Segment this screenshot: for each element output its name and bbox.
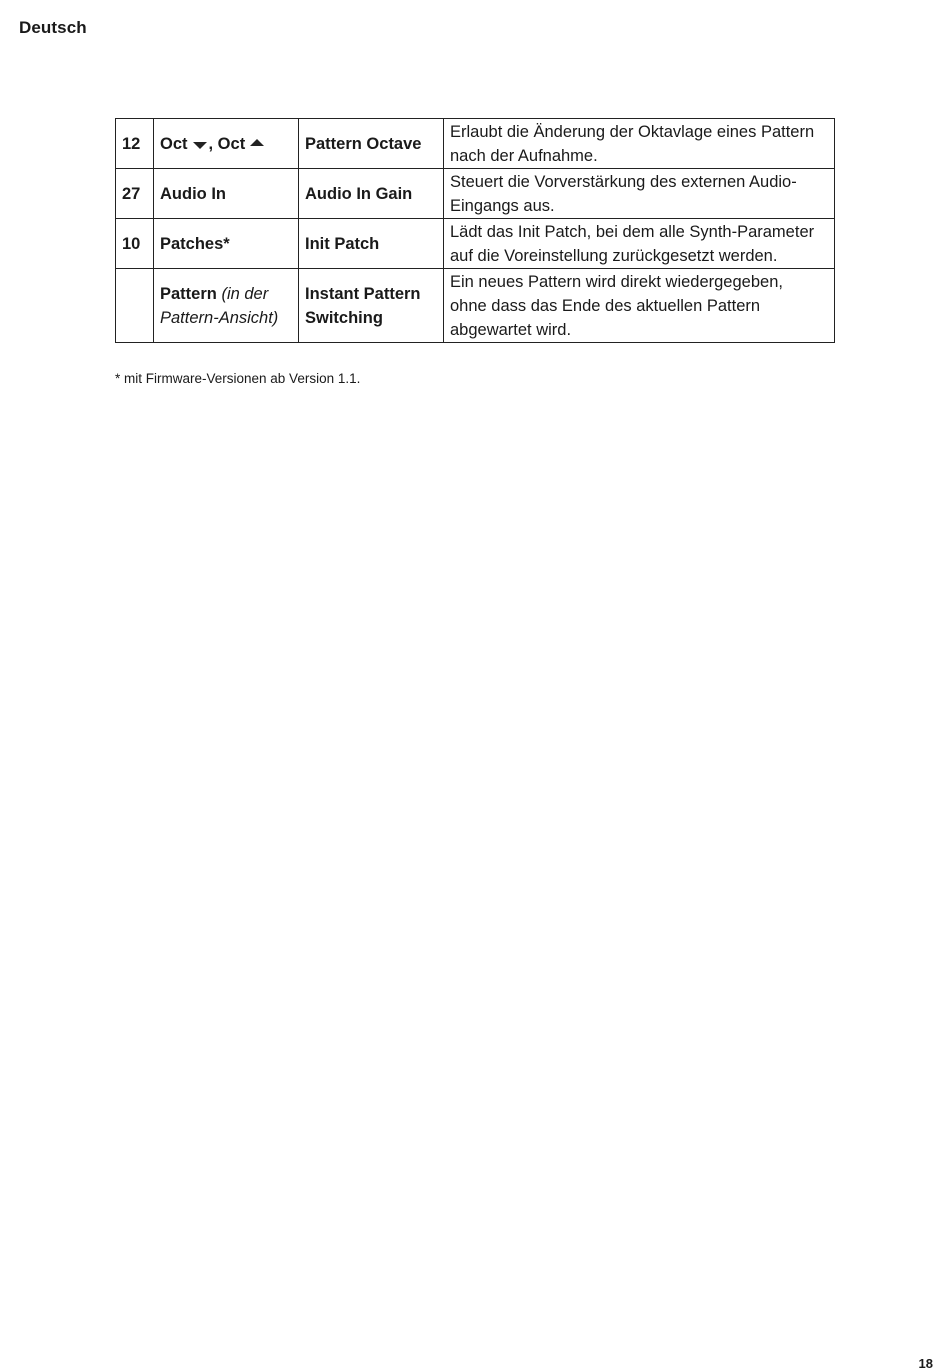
button-cell [154, 269, 299, 343]
description-line: Eingangs aus. [450, 196, 555, 215]
button-cell: Patches* [154, 219, 299, 269]
button-label: , Oct [208, 134, 246, 153]
function-cell [299, 269, 444, 343]
footnote: * mit Firmware-Versionen ab Version 1.1. [115, 371, 361, 386]
button-label: Oct [160, 134, 188, 153]
table-row [116, 119, 835, 169]
button-qualifier: Pattern-Ansicht) [160, 308, 279, 327]
table-row [116, 169, 835, 219]
description-line: Ein neues Pattern wird direkt wiedergegeben, [450, 272, 783, 291]
language-header: Deutsch [19, 18, 87, 37]
description-line: auf die Voreinstellung zurückgesetzt werden. [450, 246, 778, 265]
description-cell [444, 219, 835, 269]
description-cell [444, 119, 835, 169]
function-cell: Audio In Gain [299, 169, 444, 219]
row-number: 12 [116, 119, 154, 169]
table-row [116, 219, 835, 269]
button-qualifier: (in der [221, 284, 269, 303]
page-number: 18 [918, 1356, 933, 1371]
button-cell: Audio In [154, 169, 299, 219]
description-cell [444, 269, 835, 343]
description-line: nach der Aufnahme. [450, 146, 598, 165]
description-line: Erlaubt die Änderung der Oktavlage eines Pattern [450, 122, 815, 141]
button-label: Pattern [160, 284, 217, 303]
row-number [116, 269, 154, 343]
function-line: Switching [305, 308, 383, 327]
description-line: Steuert die Vorverstärkung des externen Audio- [450, 172, 797, 191]
triangle-up-icon [250, 139, 264, 146]
row-number: 27 [116, 169, 154, 219]
description-line: ohne dass das Ende des aktuellen Pattern [450, 296, 761, 315]
row-number: 10 [116, 219, 154, 269]
function-cell: Pattern Octave [299, 119, 444, 169]
function-cell: Init Patch [299, 219, 444, 269]
description-line: abgewartet wird. [450, 320, 572, 339]
description-line: Lädt das Init Patch, bei dem alle Synth-Parameter [450, 222, 815, 241]
triangle-down-icon [193, 142, 207, 149]
shortcut-table [115, 118, 835, 343]
button-cell [154, 119, 299, 169]
function-line: Instant Pattern [305, 284, 421, 303]
table-row [116, 269, 835, 343]
description-cell [444, 169, 835, 219]
